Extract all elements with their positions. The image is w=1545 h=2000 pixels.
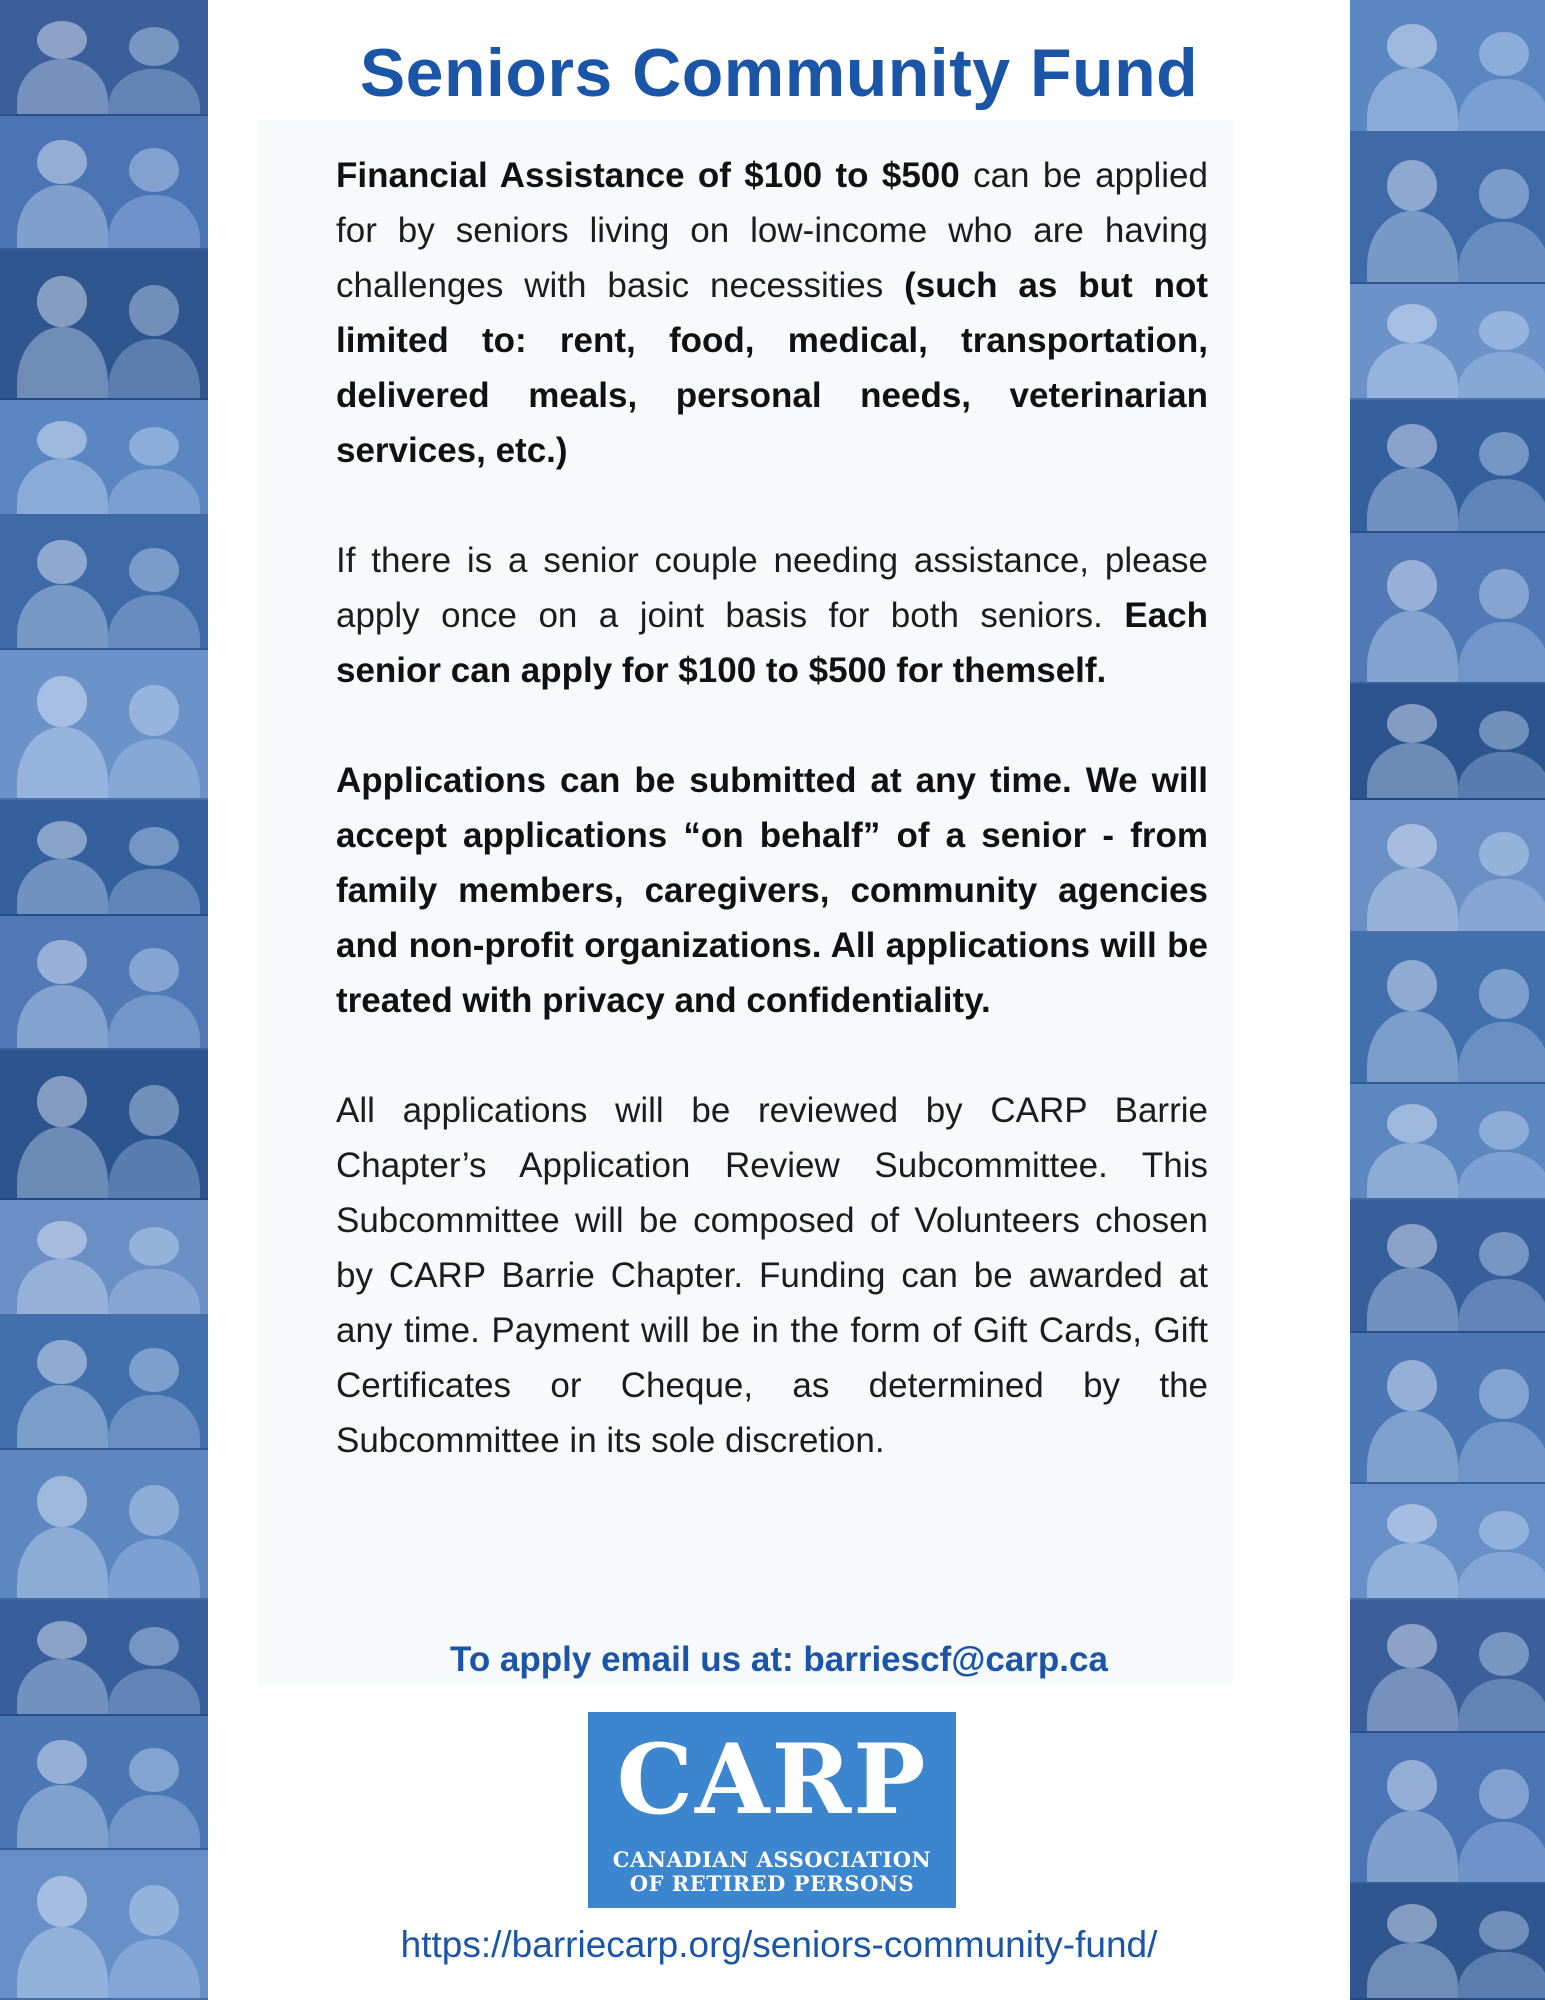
person-silhouette [108, 1539, 200, 1600]
person-silhouette [108, 469, 200, 517]
person-silhouette [108, 595, 200, 650]
person-silhouette [108, 1669, 200, 1717]
person-head [129, 1348, 179, 1393]
person-silhouette [108, 1395, 200, 1450]
person-silhouette [1458, 79, 1545, 134]
person-head [37, 1621, 87, 1660]
person-silhouette [108, 1795, 200, 1850]
person-head [37, 21, 87, 60]
photo-tile [0, 116, 208, 249]
person-silhouette [108, 869, 200, 917]
person-head [1479, 832, 1529, 877]
paragraph-financial-assistance [336, 148, 1208, 478]
person-head [129, 148, 179, 193]
person-silhouette [1367, 1668, 1459, 1733]
logo-subtitle [588, 1848, 956, 1896]
person-silhouette [17, 327, 109, 400]
person-head [129, 1085, 179, 1135]
photo-tile [1350, 1600, 1545, 1733]
person-head [37, 421, 87, 460]
person-silhouette [108, 1139, 200, 1200]
person-head [1479, 32, 1529, 77]
person-silhouette [1458, 479, 1545, 534]
person-silhouette [1458, 1022, 1545, 1083]
photo-tile [0, 1600, 208, 1716]
paragraph-text: All applications will be reviewed by CARP Barrie Chapter’s Application Review Subcommittee. This Subcommittee will be composed of Volunteers chosen by CARP Barrie Chapter. Funding can be awarded at any time. Payment will be in the form of Gift Cards, Gift Certificates or Cheque, as determined by the Subcommittee in its sole discretion. [336, 1091, 1208, 1460]
person-silhouette [17, 727, 109, 800]
photo-tile [1350, 933, 1545, 1083]
person-silhouette [17, 859, 109, 916]
logo-subtitle-line2: OF RETIRED PERSONS [629, 1871, 915, 1896]
person-silhouette [1458, 1279, 1545, 1334]
person-silhouette [1458, 352, 1545, 400]
photo-tile [0, 1200, 208, 1316]
person-head [1479, 711, 1529, 750]
person-silhouette [1367, 1943, 1459, 2000]
person-silhouette [17, 1927, 109, 2000]
paragraph-applications [336, 753, 1208, 1028]
person-head [1387, 1504, 1437, 1543]
person-head [1387, 1624, 1437, 1669]
person-head [1479, 1911, 1529, 1950]
person-silhouette [1458, 1422, 1545, 1483]
photo-tile [1350, 133, 1545, 283]
person-head [129, 1227, 179, 1266]
logo-wordmark: CARP [616, 1723, 928, 1836]
person-silhouette [1458, 1679, 1545, 1734]
person-silhouette [1367, 1543, 1459, 1600]
person-head [129, 1748, 179, 1793]
person-silhouette [17, 985, 109, 1050]
person-silhouette [1367, 1811, 1459, 1884]
person-head [1387, 824, 1437, 869]
left-photo-strip [0, 0, 208, 2000]
person-head [37, 1340, 87, 1385]
person-silhouette [17, 459, 109, 516]
person-head [1479, 1632, 1529, 1677]
person-silhouette [1367, 1143, 1459, 1200]
page-title: Seniors Community Fund [359, 35, 1199, 111]
person-silhouette [108, 1269, 200, 1317]
photo-tile [1350, 1733, 1545, 1883]
person-head [37, 940, 87, 985]
photo-tile [1350, 800, 1545, 933]
person-head [1387, 160, 1437, 210]
person-head [37, 276, 87, 326]
right-photo-strip [1350, 0, 1545, 2000]
person-head [129, 427, 179, 466]
person-head [1479, 169, 1529, 219]
person-silhouette [17, 1127, 109, 1200]
photo-tile [0, 1450, 208, 1600]
person-silhouette [1367, 68, 1459, 133]
person-head [37, 676, 87, 726]
person-head [1479, 1111, 1529, 1150]
person-silhouette [1367, 1268, 1459, 1333]
person-silhouette [1367, 743, 1459, 800]
person-silhouette [1458, 1822, 1545, 1883]
person-head [1479, 311, 1529, 350]
person-head [1387, 560, 1437, 610]
bold-each-senior: Each senior can apply for $100 to $500 for themself. [336, 596, 1208, 690]
bold-applications: Applications can be submitted at any time. We will accept applications “on behalf” of a senior - from family members, caregivers, community agencies and non-profit organizations. All applications will be treated with privacy and confidentiality. [336, 761, 1208, 1020]
person-head [1479, 432, 1529, 477]
photo-tile [0, 516, 208, 649]
person-silhouette [1458, 622, 1545, 683]
photo-tile [1350, 684, 1545, 800]
photo-tile [0, 250, 208, 400]
person-head [37, 540, 87, 585]
person-head [1387, 1904, 1437, 1943]
photo-tile [1350, 1333, 1545, 1483]
person-head [1479, 1511, 1529, 1550]
person-head [129, 1627, 179, 1666]
person-head [1387, 704, 1437, 743]
person-silhouette [17, 1785, 109, 1850]
photo-tile [0, 916, 208, 1049]
photo-tile [0, 400, 208, 516]
photo-tile [1350, 0, 1545, 133]
bold-amount: Financial Assistance of $100 to $500 [336, 156, 960, 195]
person-silhouette [1367, 868, 1459, 933]
person-silhouette [1367, 1411, 1459, 1484]
person-head [129, 827, 179, 866]
person-silhouette [108, 739, 200, 800]
person-head [129, 27, 179, 66]
person-silhouette [17, 585, 109, 650]
person-head [129, 1485, 179, 1535]
photo-tile [0, 650, 208, 800]
person-silhouette [1458, 879, 1545, 934]
apply-email-line[interactable]: To apply email us at: barriescf@carp.ca [450, 1640, 1108, 1679]
person-silhouette [17, 1385, 109, 1450]
person-silhouette [17, 1659, 109, 1716]
person-head [129, 685, 179, 735]
paragraph-text: can be applied for by seniors living on low-income who are having challenges with basic necessities [336, 156, 1208, 305]
photo-tile [0, 1316, 208, 1449]
person-silhouette [17, 1259, 109, 1316]
person-silhouette [17, 1527, 109, 1600]
person-head [1387, 1360, 1437, 1410]
person-head [37, 1476, 87, 1526]
photo-tile [1350, 1884, 1545, 2000]
photo-tile [1350, 533, 1545, 683]
person-silhouette [17, 59, 109, 116]
logo-subtitle-line1: CANADIAN ASSOCIATION [612, 1847, 932, 1872]
person-silhouette [1367, 611, 1459, 684]
person-head [129, 948, 179, 993]
person-head [1387, 424, 1437, 469]
person-head [1387, 960, 1437, 1010]
paragraph-text: If there is a senior couple needing assistance, please apply once on a joint basis for both seniors. [336, 541, 1208, 635]
person-head [37, 140, 87, 185]
person-silhouette [1367, 468, 1459, 533]
person-silhouette [1458, 222, 1545, 283]
person-silhouette [1367, 1011, 1459, 1084]
person-head [1387, 1760, 1437, 1810]
photo-tile [1350, 1084, 1545, 1200]
paragraph-senior-couple [336, 533, 1208, 698]
photo-tile [0, 1050, 208, 1200]
person-silhouette [1458, 752, 1545, 800]
person-head [1387, 1224, 1437, 1269]
person-head [1479, 1369, 1529, 1419]
person-silhouette [1367, 343, 1459, 400]
bold-necessities: (such as but not limited to: rent, food, medical, transportation, delivered meals, personal needs, veterinarian services, etc.) [336, 266, 1208, 470]
photo-tile [1350, 284, 1545, 400]
person-head [1479, 1232, 1529, 1277]
body-text [336, 148, 1208, 1523]
person-head [1479, 969, 1529, 1019]
person-head [1479, 1769, 1529, 1819]
photo-tile [1350, 400, 1545, 533]
photo-tile [0, 1850, 208, 2000]
paragraph-review [336, 1083, 1208, 1468]
person-head [37, 1876, 87, 1926]
person-head [1479, 569, 1529, 619]
person-head [1387, 304, 1437, 343]
person-head [129, 548, 179, 593]
person-head [1387, 24, 1437, 69]
carp-logo [588, 1712, 956, 1908]
person-silhouette [1367, 211, 1459, 284]
person-head [37, 1740, 87, 1785]
photo-tile [0, 1716, 208, 1849]
person-silhouette [1458, 1952, 1545, 2000]
person-silhouette [108, 195, 200, 250]
photo-tile [0, 800, 208, 916]
person-silhouette [17, 185, 109, 250]
person-silhouette [108, 339, 200, 400]
person-head [37, 821, 87, 860]
website-link[interactable]: https://barriecarp.org/seniors-community-fund/ [400, 1924, 1158, 1965]
person-head [37, 1221, 87, 1260]
person-silhouette [1458, 1152, 1545, 1200]
person-head [37, 1076, 87, 1126]
person-head [129, 285, 179, 335]
person-silhouette [1458, 1552, 1545, 1600]
person-head [129, 1885, 179, 1935]
person-head [1387, 1104, 1437, 1143]
photo-tile [0, 0, 208, 116]
person-silhouette [108, 69, 200, 117]
photo-tile [1350, 1200, 1545, 1333]
flyer-content [208, 0, 1350, 2000]
person-silhouette [108, 995, 200, 1050]
photo-tile [1350, 1484, 1545, 1600]
person-silhouette [108, 1939, 200, 2000]
